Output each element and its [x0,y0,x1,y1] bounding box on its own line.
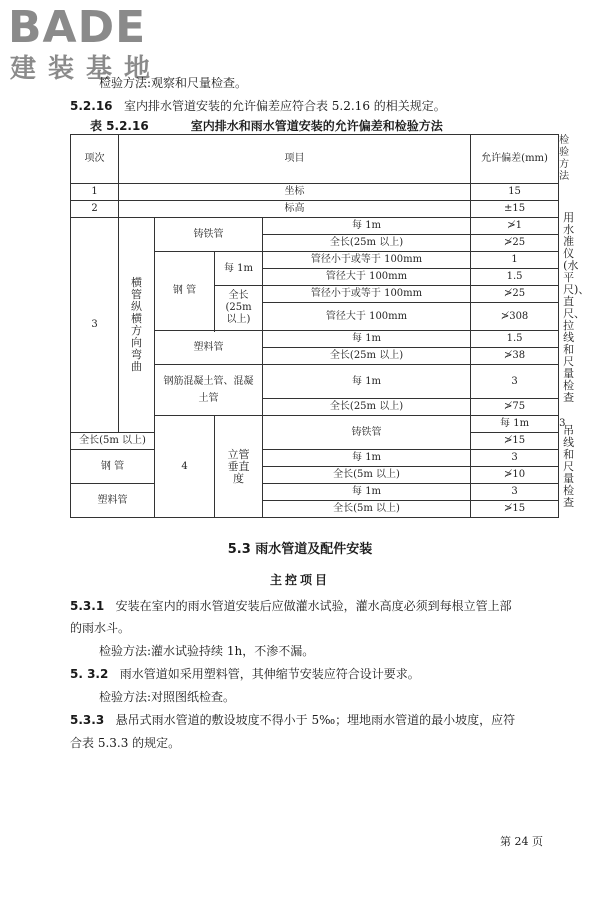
section-subtitle: 主控项目 [269,573,330,587]
cell-tolerance: ≯10 [471,467,559,484]
cell-condition: 管径大于 100mm [263,269,471,286]
header-tolerance: 允许偏差(mm) [471,135,559,184]
cell-tolerance: ≯15 [471,501,559,518]
cell-scope: 每 1m [215,252,263,286]
cell-material: 塑料管 [71,484,155,518]
clause-number: 5. 3.2 [70,667,109,681]
table-row [71,484,559,501]
section-title: 5.3 雨水管道及配件安装 [227,542,373,557]
cell-scope: 每 1m [263,218,471,235]
cell-scope: 全长(25m 以上) [263,235,471,252]
cell-tolerance: ≯15 [471,433,559,450]
clause-text: 室内排水管道安装的允许偏差应符合表 5.2.16 的相关规定。 [123,99,446,113]
clause-number: 5.2.16 [70,99,113,113]
cell-scope: 每 1m [263,484,471,501]
cell-scope: 全长(25m 以上) [263,399,471,416]
clause-number: 5.3.3 [70,713,105,727]
cell-tolerance: 3 [471,365,559,399]
table-row [71,450,559,467]
clause-text: 悬吊式雨水管道的敷设坡度不得小于 5‰；埋地雨水管道的最小坡度，应符 [115,713,516,727]
cell-scope: 每 1m [263,450,471,467]
table-row [71,201,559,218]
cell-material: 塑料管 [155,331,263,365]
cell-scope: 全长(5m 以上) [263,467,471,484]
table-caption [90,118,443,134]
cell-scope: 全长(25m 以上) [263,348,471,365]
table-title: 室内排水和雨水管道安装的允许偏差和检验方法 [190,119,443,133]
cell-material: 钢 管 [71,450,155,484]
cell-material: 铸铁管 [155,218,263,252]
clause-5-3-2 [70,666,420,682]
table-label: 表 5.2.16 [90,119,149,133]
cell-tolerance: 1 [471,252,559,269]
cell-tolerance: ≯25 [471,235,559,252]
cell-scope: 全长(5m 以上) [263,501,471,518]
clause-5-3-3 [70,712,515,728]
cell-no: 4 [155,416,215,518]
cell-condition: 管径大于 100mm [263,303,471,331]
inspection-note-top: 检验方法:观察和尺量检查。 [99,76,248,90]
cell-no: 2 [71,201,119,218]
cell-condition: 管径小于或等于 100mm [263,286,471,303]
header-item: 项目 [119,135,471,184]
table-row: 4 立管垂直度 铸铁管 每 1m 3 吊线和尺量检查 [71,416,559,433]
cell-scope: 每 1m [263,331,471,348]
clause-text: 雨水管道如采用塑料管，其伸缩节安装应符合设计要求。 [119,667,420,681]
logo-brand: BADE [8,2,147,53]
clause-text-continued: 的雨水斗。 [70,621,131,635]
cell-tolerance: ≯308 [471,303,559,331]
cell-scope: 全长(5m 以上) [71,433,155,450]
cell-scope: 每 1m [471,416,559,433]
cell-tolerance: 1.5 [471,269,559,286]
cell-group: 立管垂直度 [215,416,263,518]
cell-tolerance: 3 [471,450,559,467]
cell-no: 1 [71,184,119,201]
inspection-note: 检验方法:灌水试验持续 1h，不渗不漏。 [99,644,315,658]
clause-5-2-16 [70,98,446,114]
cell-tolerance: ≯1 [471,218,559,235]
clause-5-3-1 [70,598,512,614]
clause-text-continued: 合表 5.3.3 的规定。 [70,736,181,750]
clause-text: 安装在室内的雨水管道安装后应做灌水试验，灌水高度必须到每根立管上部 [115,599,512,613]
cell-item: 标高 [119,201,471,218]
cell-tolerance: ≯38 [471,348,559,365]
table-header-row: 项次 项目 允许偏差(mm) 检验方法 [71,135,559,184]
cell-tolerance: 1.5 [471,331,559,348]
table-row: 1 坐标 15 用水准仪(水平尺)、直尺、拉线和尺量检查 [71,184,559,201]
cell-tolerance: ≯25 [471,286,559,303]
cell-group: 横管纵横方向弯曲 [119,218,155,433]
cell-scope: 全长(25m 以上) [215,286,263,331]
clause-number: 5.3.1 [70,599,105,613]
cell-tolerance: 15 [471,184,559,201]
cell-no: 3 [71,218,119,433]
header-no: 项次 [71,135,119,184]
inspection-note: 检验方法:对照图纸检查。 [99,690,236,704]
tolerance-table [70,134,590,518]
cell-tolerance: 3 [471,484,559,501]
cell-tolerance: ±15 [471,201,559,218]
cell-material: 钢筋混凝土管、混凝土管 [155,365,263,416]
logo-brand-cn: 建装基地 [10,54,163,84]
table-row [71,218,559,235]
cell-condition: 管径小于或等于 100mm [263,252,471,269]
cell-item: 坐标 [119,184,471,201]
cell-tolerance: ≯75 [471,399,559,416]
cell-material: 铸铁管 [263,416,471,450]
page-number: 第 24 页 [500,835,543,848]
cell-scope: 每 1m [263,365,471,399]
cell-material: 钢 管 [155,252,215,331]
